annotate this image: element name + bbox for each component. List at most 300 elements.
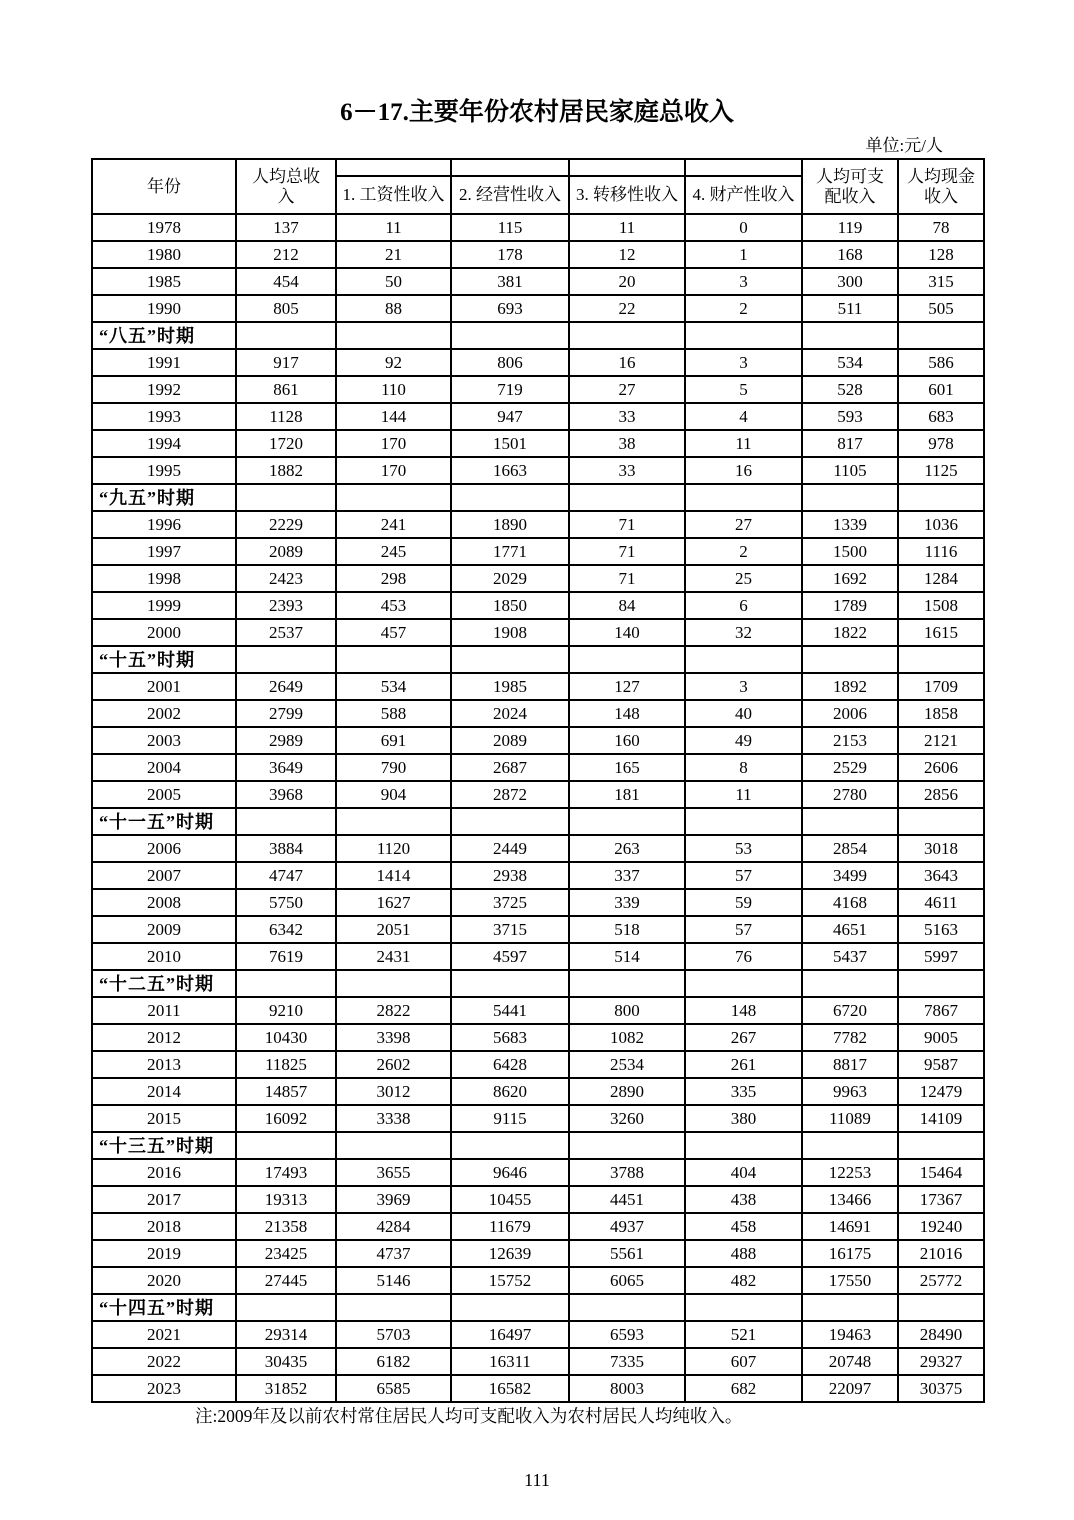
empty-cell (898, 1132, 984, 1159)
period-row (92, 970, 984, 997)
value-cell: 6585 (336, 1375, 451, 1402)
value-cell: 245 (336, 538, 451, 565)
year-cell: 1992 (92, 376, 236, 403)
value-cell: 148 (685, 997, 802, 1024)
value-cell: 339 (569, 889, 685, 916)
value-cell: 4 (685, 403, 802, 430)
col-header-cash-income: 人均现金收入 (898, 159, 984, 214)
empty-cell (898, 808, 984, 835)
empty-cell (236, 1132, 336, 1159)
header-spacer (685, 159, 802, 176)
year-cell: 2014 (92, 1078, 236, 1105)
value-cell: 3338 (336, 1105, 451, 1132)
value-cell: 1858 (898, 700, 984, 727)
year-cell: 2010 (92, 943, 236, 970)
value-cell: 3398 (336, 1024, 451, 1051)
value-cell: 16175 (802, 1240, 898, 1267)
value-cell: 2938 (451, 862, 569, 889)
value-cell: 1882 (236, 457, 336, 484)
value-cell: 3884 (236, 835, 336, 862)
value-cell: 28490 (898, 1321, 984, 1348)
empty-cell (685, 646, 802, 673)
year-cell: 1991 (92, 349, 236, 376)
value-cell: 2854 (802, 835, 898, 862)
value-cell: 404 (685, 1159, 802, 1186)
year-cell: 2002 (92, 700, 236, 727)
value-cell: 9210 (236, 997, 336, 1024)
value-cell: 300 (802, 268, 898, 295)
value-cell: 7782 (802, 1024, 898, 1051)
header-spacer (569, 159, 685, 176)
value-cell: 505 (898, 295, 984, 322)
value-cell: 11 (685, 430, 802, 457)
value-cell: 315 (898, 268, 984, 295)
value-cell: 71 (569, 565, 685, 592)
period-label: “十四五”时期 (92, 1294, 236, 1321)
value-cell: 9963 (802, 1078, 898, 1105)
empty-cell (336, 1132, 451, 1159)
year-cell: 1990 (92, 295, 236, 322)
value-cell: 1128 (236, 403, 336, 430)
table-row (92, 1159, 984, 1186)
value-cell: 947 (451, 403, 569, 430)
value-cell: 16 (685, 457, 802, 484)
value-cell: 482 (685, 1267, 802, 1294)
empty-cell (569, 322, 685, 349)
value-cell: 178 (451, 241, 569, 268)
value-cell: 19463 (802, 1321, 898, 1348)
value-cell: 2089 (451, 727, 569, 754)
value-cell: 88 (336, 295, 451, 322)
value-cell: 0 (685, 214, 802, 241)
table-body (92, 214, 984, 1402)
value-cell: 790 (336, 754, 451, 781)
value-cell: 1789 (802, 592, 898, 619)
table-row (92, 1375, 984, 1402)
value-cell: 2089 (236, 538, 336, 565)
value-cell: 10430 (236, 1024, 336, 1051)
year-cell: 1999 (92, 592, 236, 619)
value-cell: 15752 (451, 1267, 569, 1294)
value-cell: 3969 (336, 1186, 451, 1213)
value-cell: 1125 (898, 457, 984, 484)
table-row (92, 430, 984, 457)
value-cell: 3 (685, 268, 802, 295)
period-label: “八五”时期 (92, 322, 236, 349)
value-cell: 593 (802, 403, 898, 430)
year-cell: 1998 (92, 565, 236, 592)
value-cell: 1500 (802, 538, 898, 565)
empty-cell (451, 1294, 569, 1321)
empty-cell (685, 1132, 802, 1159)
value-cell: 5146 (336, 1267, 451, 1294)
value-cell: 2534 (569, 1051, 685, 1078)
value-cell: 11 (336, 214, 451, 241)
value-cell: 1892 (802, 673, 898, 700)
value-cell: 49 (685, 727, 802, 754)
value-cell: 3655 (336, 1159, 451, 1186)
empty-cell (336, 970, 451, 997)
table-row (92, 700, 984, 727)
empty-cell (898, 484, 984, 511)
value-cell: 586 (898, 349, 984, 376)
empty-cell (236, 322, 336, 349)
value-cell: 38 (569, 430, 685, 457)
value-cell: 261 (685, 1051, 802, 1078)
value-cell: 31852 (236, 1375, 336, 1402)
table-row (92, 511, 984, 538)
value-cell: 5683 (451, 1024, 569, 1051)
table-row (92, 1105, 984, 1132)
empty-cell (898, 646, 984, 673)
value-cell: 7335 (569, 1348, 685, 1375)
value-cell: 71 (569, 511, 685, 538)
header-spacer (451, 159, 569, 176)
unit-label: 单位:元/人 (865, 136, 943, 155)
value-cell: 14691 (802, 1213, 898, 1240)
period-label: “十三五”时期 (92, 1132, 236, 1159)
empty-cell (236, 1294, 336, 1321)
value-cell: 534 (336, 673, 451, 700)
value-cell: 2529 (802, 754, 898, 781)
value-cell: 15464 (898, 1159, 984, 1186)
value-cell: 2051 (336, 916, 451, 943)
value-cell: 263 (569, 835, 685, 862)
value-cell: 1850 (451, 592, 569, 619)
value-cell: 6 (685, 592, 802, 619)
value-cell: 2799 (236, 700, 336, 727)
table-row (92, 214, 984, 241)
value-cell: 682 (685, 1375, 802, 1402)
empty-cell (685, 1294, 802, 1321)
table-row (92, 1024, 984, 1051)
value-cell: 6593 (569, 1321, 685, 1348)
empty-cell (569, 646, 685, 673)
value-cell: 1720 (236, 430, 336, 457)
value-cell: 16311 (451, 1348, 569, 1375)
empty-cell (802, 808, 898, 835)
empty-cell (236, 484, 336, 511)
value-cell: 1339 (802, 511, 898, 538)
table-row (92, 619, 984, 646)
value-cell: 6428 (451, 1051, 569, 1078)
table-row (92, 1051, 984, 1078)
value-cell: 805 (236, 295, 336, 322)
value-cell: 2856 (898, 781, 984, 808)
empty-cell (451, 808, 569, 835)
value-cell: 1627 (336, 889, 451, 916)
value-cell: 20 (569, 268, 685, 295)
value-cell: 3018 (898, 835, 984, 862)
col-header-property-income: 4. 财产性收入 (685, 176, 802, 214)
table-note: 注:2009年及以前农村常住居民人均可支配收入为农村居民人均纯收入。 (195, 1406, 743, 1427)
value-cell: 4737 (336, 1240, 451, 1267)
value-cell: 3725 (451, 889, 569, 916)
value-cell: 2649 (236, 673, 336, 700)
value-cell: 57 (685, 862, 802, 889)
value-cell: 6342 (236, 916, 336, 943)
value-cell: 683 (898, 403, 984, 430)
value-cell: 5163 (898, 916, 984, 943)
value-cell: 2687 (451, 754, 569, 781)
empty-cell (451, 484, 569, 511)
value-cell: 33 (569, 457, 685, 484)
table-row (92, 835, 984, 862)
value-cell: 3788 (569, 1159, 685, 1186)
table-row (92, 403, 984, 430)
value-cell: 2 (685, 538, 802, 565)
value-cell: 2029 (451, 565, 569, 592)
value-cell: 8817 (802, 1051, 898, 1078)
period-row (92, 322, 984, 349)
value-cell: 17367 (898, 1186, 984, 1213)
value-cell: 335 (685, 1078, 802, 1105)
period-row (92, 646, 984, 673)
empty-cell (685, 322, 802, 349)
value-cell: 9646 (451, 1159, 569, 1186)
value-cell: 29314 (236, 1321, 336, 1348)
year-cell: 2015 (92, 1105, 236, 1132)
value-cell: 5441 (451, 997, 569, 1024)
value-cell: 1822 (802, 619, 898, 646)
value-cell: 861 (236, 376, 336, 403)
table-row (92, 1186, 984, 1213)
value-cell: 84 (569, 592, 685, 619)
empty-cell (451, 646, 569, 673)
table-row (92, 943, 984, 970)
value-cell: 92 (336, 349, 451, 376)
value-cell: 21 (336, 241, 451, 268)
value-cell: 21016 (898, 1240, 984, 1267)
table-row (92, 889, 984, 916)
value-cell: 457 (336, 619, 451, 646)
col-header-operating-income: 2. 经营性收入 (451, 176, 569, 214)
period-label: “九五”时期 (92, 484, 236, 511)
year-cell: 1985 (92, 268, 236, 295)
year-cell: 2022 (92, 1348, 236, 1375)
value-cell: 7867 (898, 997, 984, 1024)
value-cell: 1615 (898, 619, 984, 646)
table-row (92, 1348, 984, 1375)
value-cell: 8003 (569, 1375, 685, 1402)
value-cell: 10455 (451, 1186, 569, 1213)
year-cell: 2011 (92, 997, 236, 1024)
value-cell: 12 (569, 241, 685, 268)
value-cell: 115 (451, 214, 569, 241)
value-cell: 212 (236, 241, 336, 268)
value-cell: 4651 (802, 916, 898, 943)
value-cell: 7619 (236, 943, 336, 970)
value-cell: 2423 (236, 565, 336, 592)
col-header-wage-income: 1. 工资性收入 (336, 176, 451, 214)
value-cell: 165 (569, 754, 685, 781)
value-cell: 25772 (898, 1267, 984, 1294)
value-cell: 5997 (898, 943, 984, 970)
period-label: “十二五”时期 (92, 970, 236, 997)
value-cell: 453 (336, 592, 451, 619)
table-row (92, 754, 984, 781)
empty-cell (802, 646, 898, 673)
value-cell: 4284 (336, 1213, 451, 1240)
value-cell: 4451 (569, 1186, 685, 1213)
period-row (92, 484, 984, 511)
empty-cell (685, 484, 802, 511)
value-cell: 2602 (336, 1051, 451, 1078)
year-cell: 2009 (92, 916, 236, 943)
value-cell: 719 (451, 376, 569, 403)
value-cell: 76 (685, 943, 802, 970)
period-row (92, 808, 984, 835)
value-cell: 144 (336, 403, 451, 430)
empty-cell (451, 322, 569, 349)
empty-cell (236, 808, 336, 835)
value-cell: 1 (685, 241, 802, 268)
value-cell: 1709 (898, 673, 984, 700)
value-cell: 1692 (802, 565, 898, 592)
empty-cell (236, 970, 336, 997)
empty-cell (685, 808, 802, 835)
value-cell: 16582 (451, 1375, 569, 1402)
empty-cell (685, 970, 802, 997)
page-title: 6－17.主要年份农村居民家庭总收入 (340, 99, 734, 126)
value-cell: 488 (685, 1240, 802, 1267)
value-cell: 601 (898, 376, 984, 403)
value-cell: 1985 (451, 673, 569, 700)
value-cell: 806 (451, 349, 569, 376)
table-row (92, 862, 984, 889)
empty-cell (898, 970, 984, 997)
value-cell: 381 (451, 268, 569, 295)
value-cell: 16497 (451, 1321, 569, 1348)
value-cell: 19313 (236, 1186, 336, 1213)
empty-cell (451, 970, 569, 997)
income-table (91, 158, 985, 1403)
value-cell: 9115 (451, 1105, 569, 1132)
year-cell: 2018 (92, 1213, 236, 1240)
value-cell: 170 (336, 430, 451, 457)
value-cell: 53 (685, 835, 802, 862)
value-cell: 337 (569, 862, 685, 889)
empty-cell (451, 1132, 569, 1159)
value-cell: 2890 (569, 1078, 685, 1105)
value-cell: 2822 (336, 997, 451, 1024)
value-cell: 5 (685, 376, 802, 403)
value-cell: 2449 (451, 835, 569, 862)
value-cell: 1120 (336, 835, 451, 862)
value-cell: 170 (336, 457, 451, 484)
period-label: “十一五”时期 (92, 808, 236, 835)
value-cell: 27 (569, 376, 685, 403)
empty-cell (569, 970, 685, 997)
value-cell: 3968 (236, 781, 336, 808)
value-cell: 30435 (236, 1348, 336, 1375)
value-cell: 140 (569, 619, 685, 646)
empty-cell (802, 970, 898, 997)
value-cell: 4168 (802, 889, 898, 916)
table-container (91, 136, 983, 1428)
value-cell: 534 (802, 349, 898, 376)
value-cell: 17493 (236, 1159, 336, 1186)
value-cell: 11 (685, 781, 802, 808)
value-cell: 2153 (802, 727, 898, 754)
value-cell: 3 (685, 349, 802, 376)
value-cell: 2006 (802, 700, 898, 727)
value-cell: 1414 (336, 862, 451, 889)
value-cell: 1771 (451, 538, 569, 565)
table-row (92, 565, 984, 592)
year-cell: 2020 (92, 1267, 236, 1294)
value-cell: 5561 (569, 1240, 685, 1267)
table-row (92, 457, 984, 484)
value-cell: 514 (569, 943, 685, 970)
year-cell: 2004 (92, 754, 236, 781)
value-cell: 528 (802, 376, 898, 403)
value-cell: 5437 (802, 943, 898, 970)
value-cell: 454 (236, 268, 336, 295)
value-cell: 1508 (898, 592, 984, 619)
value-cell: 298 (336, 565, 451, 592)
value-cell: 817 (802, 430, 898, 457)
table-row (92, 727, 984, 754)
year-cell: 2005 (92, 781, 236, 808)
value-cell: 32 (685, 619, 802, 646)
value-cell: 78 (898, 214, 984, 241)
value-cell: 59 (685, 889, 802, 916)
value-cell: 9005 (898, 1024, 984, 1051)
value-cell: 33 (569, 403, 685, 430)
year-cell: 1980 (92, 241, 236, 268)
value-cell: 12479 (898, 1078, 984, 1105)
table-row (92, 1267, 984, 1294)
value-cell: 25 (685, 565, 802, 592)
value-cell: 29327 (898, 1348, 984, 1375)
value-cell: 168 (802, 241, 898, 268)
value-cell: 11825 (236, 1051, 336, 1078)
value-cell: 2431 (336, 943, 451, 970)
value-cell: 2229 (236, 511, 336, 538)
empty-cell (336, 1294, 451, 1321)
value-cell: 8620 (451, 1078, 569, 1105)
value-cell: 20748 (802, 1348, 898, 1375)
value-cell: 6065 (569, 1267, 685, 1294)
table-row (92, 781, 984, 808)
year-cell: 2008 (92, 889, 236, 916)
empty-cell (802, 1132, 898, 1159)
value-cell: 2537 (236, 619, 336, 646)
value-cell: 16 (569, 349, 685, 376)
value-cell: 2872 (451, 781, 569, 808)
value-cell: 588 (336, 700, 451, 727)
table-row (92, 268, 984, 295)
period-row (92, 1132, 984, 1159)
value-cell: 3 (685, 673, 802, 700)
year-cell: 2003 (92, 727, 236, 754)
value-cell: 17550 (802, 1267, 898, 1294)
value-cell: 9587 (898, 1051, 984, 1078)
value-cell: 1105 (802, 457, 898, 484)
table-row (92, 241, 984, 268)
value-cell: 380 (685, 1105, 802, 1132)
value-cell: 2606 (898, 754, 984, 781)
year-cell: 2013 (92, 1051, 236, 1078)
year-cell: 2007 (92, 862, 236, 889)
value-cell: 1116 (898, 538, 984, 565)
value-cell: 2780 (802, 781, 898, 808)
year-cell: 1994 (92, 430, 236, 457)
value-cell: 1501 (451, 430, 569, 457)
year-cell: 2019 (92, 1240, 236, 1267)
year-cell: 2017 (92, 1186, 236, 1213)
